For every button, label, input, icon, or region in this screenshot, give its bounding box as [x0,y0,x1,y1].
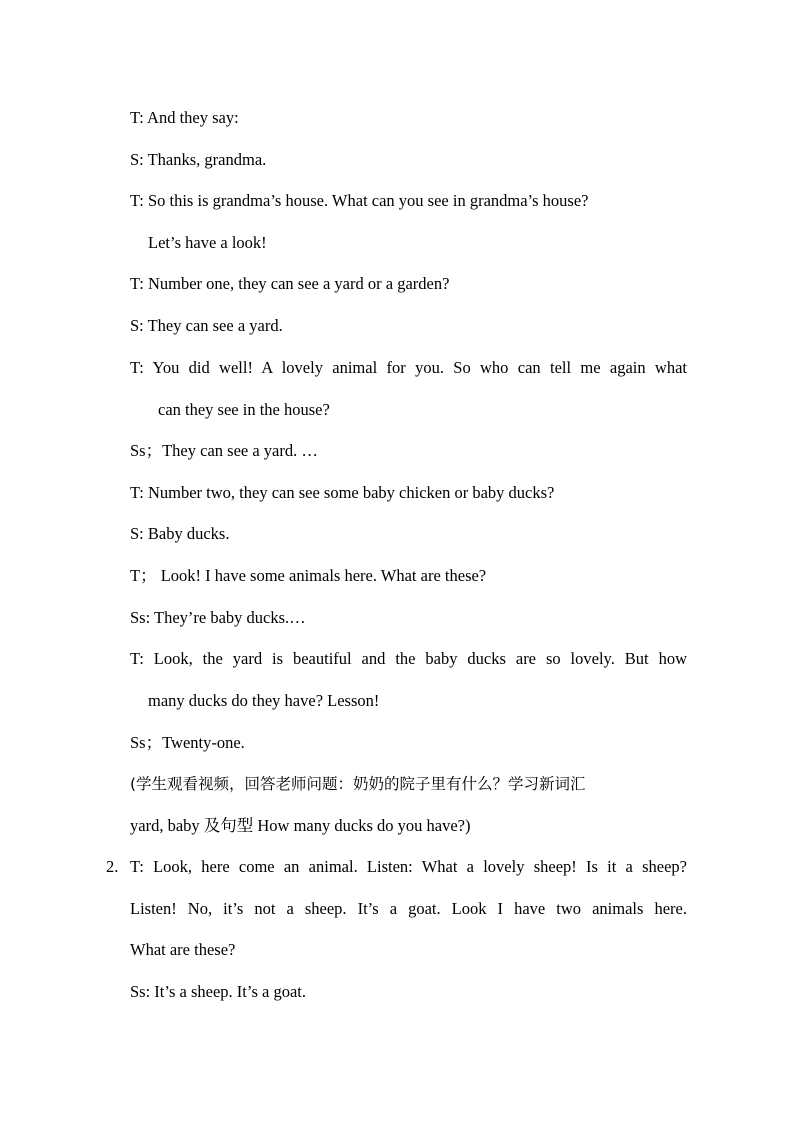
dialogue-line: T； Look! I have some animals here. What are these? [130,566,487,585]
dialogue-line: can they see in the house? [158,400,330,419]
dialogue-line: Let’s have a look! [148,233,267,252]
dialogue-line: T: Number two, they can see some baby chicken or baby ducks? [130,483,555,502]
dialogue-line: T: Look, here come an animal. Listen: What a lovely sheep! Is it a sheep? [130,857,687,876]
dialogue-line: T: And they say: [130,108,239,127]
list-number: 2. [106,857,119,876]
dialogue-line: T: Look, the yard is beautiful and the baby ducks are so lovely. But how [130,649,687,668]
dialogue-line: What are these? [130,940,236,959]
dialogue-line: S: Baby ducks. [130,524,230,543]
dialogue-line: T: So this is grandma’s house. What can you see in grandma’s house? [130,191,589,210]
chinese-note-line: yard, baby 及句型 How many ducks do you have?) [130,816,471,835]
dialogue-line: Ss: It’s a sheep. It’s a goat. [130,982,306,1001]
dialogue-line: S: They can see a yard. [130,316,283,335]
chinese-note-line: (学生观看视频，回答老师问题：奶奶的院子里有什么？学习新词汇 [130,775,586,793]
dialogue-line: S: Thanks, grandma. [130,150,267,169]
dialogue-line: many ducks do they have? Lesson! [148,691,380,710]
dialogue-line: Listen! No, it’s not a sheep. It’s a goat. Look I have two animals here. [130,899,687,918]
dialogue-line: Ss: They’re baby ducks.… [130,608,306,627]
dialogue-line: T: Number one, they can see a yard or a garden? [130,274,450,293]
dialogue-line: T: You did well! A lovely animal for you. So who can tell me again what [130,358,687,377]
dialogue-line: Ss；Twenty-one. [130,733,245,752]
dialogue-line: Ss；They can see a yard. … [130,441,318,460]
